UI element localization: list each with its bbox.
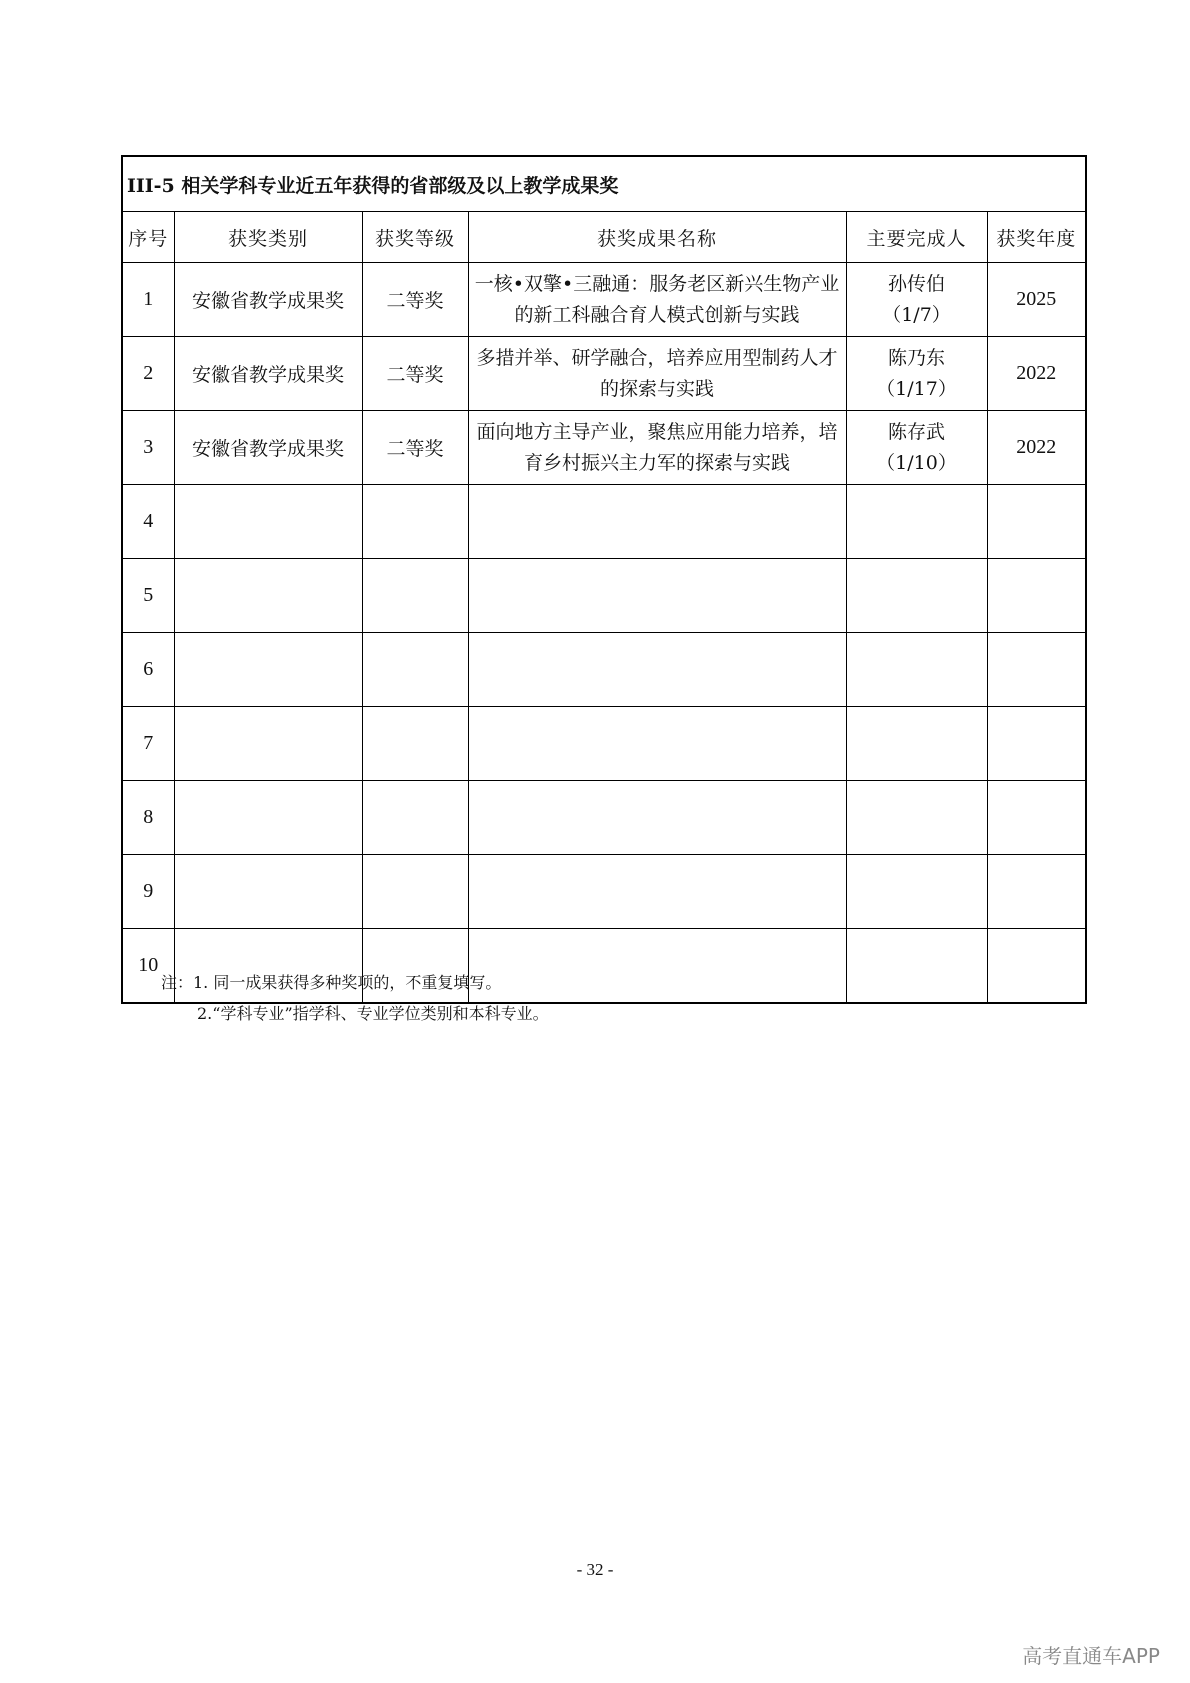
person-name: 陈存武 xyxy=(887,420,945,443)
cell-name xyxy=(468,781,846,855)
cell-category xyxy=(174,485,362,559)
cell-level: 二等奖 xyxy=(362,337,468,411)
cell-level: 二等奖 xyxy=(362,263,468,337)
cell-name xyxy=(468,707,846,781)
cell-person xyxy=(846,559,987,633)
person-share: （1/7） xyxy=(882,303,951,326)
cell-no: 4 xyxy=(122,485,174,559)
cell-year xyxy=(987,559,1086,633)
cell-level: 二等奖 xyxy=(362,411,468,485)
cell-year xyxy=(987,855,1086,929)
cell-person xyxy=(846,633,987,707)
person-name: 陈乃东 xyxy=(887,346,945,369)
cell-person xyxy=(846,707,987,781)
cell-category xyxy=(174,559,362,633)
cell-name: 多措并举、研学融合，培养应用型制药人才的探索与实践 xyxy=(468,337,846,411)
cell-category xyxy=(174,707,362,781)
cell-level xyxy=(362,781,468,855)
cell-no: 8 xyxy=(122,781,174,855)
cell-no: 6 xyxy=(122,633,174,707)
table-row xyxy=(122,337,1086,411)
cell-no: 10 xyxy=(122,929,174,1004)
table-title: III-5 相关学科专业近五年获得的省部级及以上教学成果奖 xyxy=(122,156,1086,212)
cell-category xyxy=(174,855,362,929)
cell-no: 7 xyxy=(122,707,174,781)
table-row xyxy=(122,855,1086,929)
cell-name xyxy=(468,485,846,559)
cell-level xyxy=(362,633,468,707)
header-person: 主要完成人 xyxy=(846,212,987,263)
notes xyxy=(161,967,549,1029)
cell-year xyxy=(987,707,1086,781)
cell-year xyxy=(987,485,1086,559)
cell-level xyxy=(362,707,468,781)
cell-person xyxy=(846,485,987,559)
cell-name xyxy=(468,855,846,929)
cell-person xyxy=(846,263,987,337)
cell-person xyxy=(846,337,987,411)
person-share: （1/10） xyxy=(876,451,957,474)
header-year: 获奖年度 xyxy=(987,212,1086,263)
cell-person xyxy=(846,781,987,855)
person-name: 孙传伯 xyxy=(887,272,945,295)
table-row xyxy=(122,411,1086,485)
awards-table xyxy=(121,155,1087,1004)
table-title-row xyxy=(122,156,1086,212)
cell-name: 一核•双擎•三融通：服务老区新兴生物产业的新工科融合育人模式创新与实践 xyxy=(468,263,846,337)
cell-level xyxy=(362,855,468,929)
cell-no: 3 xyxy=(122,411,174,485)
cell-name: 面向地方主导产业，聚焦应用能力培养，培育乡村振兴主力军的探索与实践 xyxy=(468,411,846,485)
cell-name xyxy=(468,559,846,633)
person-share: （1/17） xyxy=(876,377,957,400)
cell-level xyxy=(362,485,468,559)
page-number: - 32 - xyxy=(576,1560,614,1579)
table-row xyxy=(122,263,1086,337)
header-level: 获奖等级 xyxy=(362,212,468,263)
cell-person xyxy=(846,855,987,929)
header-name: 获奖成果名称 xyxy=(468,212,846,263)
table-header-row xyxy=(122,212,1086,263)
cell-category: 安徽省教学成果奖 xyxy=(174,263,362,337)
cell-name xyxy=(468,633,846,707)
cell-category: 安徽省教学成果奖 xyxy=(174,411,362,485)
cell-year xyxy=(987,929,1086,1004)
table-row xyxy=(122,707,1086,781)
cell-no: 1 xyxy=(122,263,174,337)
note-2: 2.“学科专业”指学科、专业学位类别和本科专业。 xyxy=(197,1004,549,1023)
cell-year xyxy=(987,633,1086,707)
cell-no: 5 xyxy=(122,559,174,633)
table-row xyxy=(122,781,1086,855)
header-category: 获奖类别 xyxy=(174,212,362,263)
cell-level xyxy=(362,559,468,633)
cell-year: 2022 xyxy=(987,411,1086,485)
table-row xyxy=(122,633,1086,707)
awards-table-container xyxy=(121,155,1085,1004)
watermark: 高考直通车APP xyxy=(1022,1644,1160,1668)
cell-year xyxy=(987,781,1086,855)
cell-year: 2025 xyxy=(987,263,1086,337)
cell-category xyxy=(174,633,362,707)
cell-no: 2 xyxy=(122,337,174,411)
cell-year: 2022 xyxy=(987,337,1086,411)
note-1: 注：1. 同一成果获得多种奖项的，不重复填写。 xyxy=(161,973,502,992)
cell-no: 9 xyxy=(122,855,174,929)
cell-person xyxy=(846,929,987,1004)
cell-person xyxy=(846,411,987,485)
table-row xyxy=(122,559,1086,633)
table-row xyxy=(122,485,1086,559)
cell-category xyxy=(174,781,362,855)
header-no: 序号 xyxy=(122,212,174,263)
cell-category: 安徽省教学成果奖 xyxy=(174,337,362,411)
